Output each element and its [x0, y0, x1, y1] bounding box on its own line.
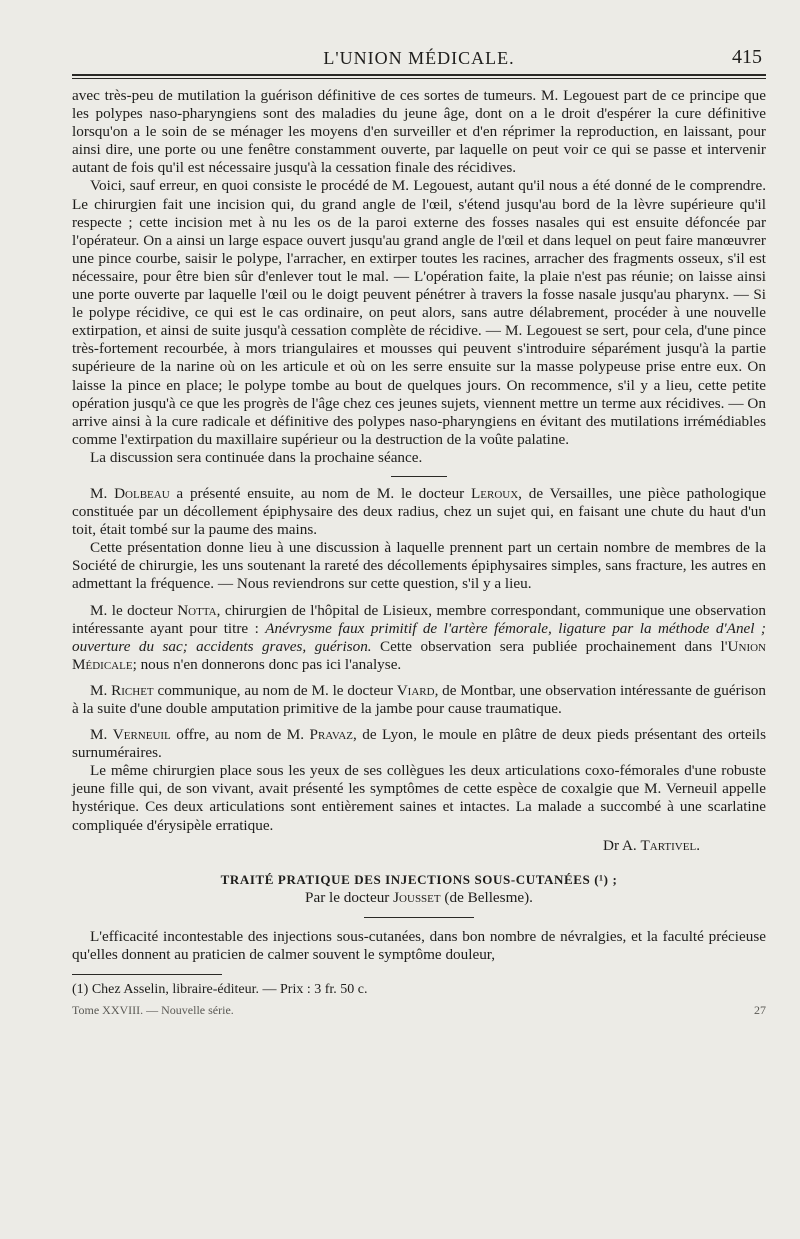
paragraph-discussion: Cette présentation donne lieu à une discussion à laquelle prennent part un certain nombre de membres de la Société de chirurgie, les uns soutenant la rareté des décollements épiphysaires simples, sans fracture, les autres en admettant la fréquence. — Nous reviendrons sur cette question, s'il y a lieu.	[72, 539, 766, 593]
author-name: Jousset	[393, 888, 441, 906]
section-title: TRAITÉ PRATIQUE DES INJECTIONS SOUS-CUTANÉES (¹) ;	[220, 871, 618, 887]
volume-footer: Tome XXVIII. — Nouvelle série. 27	[72, 1001, 766, 1019]
paragraph-continuation: avec très-peu de mutilation la guérison définitive de ces sortes de tumeurs. M. Legouest part de ce principe que les polypes naso-pharyngiens sont des maladies du jeune âge, dont on a le droit d'espérer la cure définitive lorsqu'on a le soin de se ménager les moyens d'en surveiller et d'en réprimer la reproduction, en laissant, pour ainsi dire, une porte ou une fenêtre constamment ouverte, par laquelle on peut voir ce qui se passe et intervenir autant de fois qu'il est nécessaire jusqu'à la cessation finale des récidives.	[72, 87, 766, 177]
footnote-mark: (¹) ;	[590, 871, 618, 887]
paragraph-coxalgie: Le même chirurgien place sous les yeux de ses collègues les deux articulations coxo-fémorales d'une robuste jeune fille qui, de son vivant, avait présenté les symptômes de cette espèce de coxalgie que M. Verneuil appelle hystérique. Ces deux articulations sont entièrement saines et intactes. La malade a succombé à une scarlatine compliquée d'érysipèle erratique.	[72, 762, 766, 834]
running-head	[72, 40, 766, 70]
journal-name: Union Médicale	[72, 637, 766, 673]
name-dolbeau: M. Dolbeau	[90, 484, 170, 502]
paragraph-notta: M. le docteur Notta, chirurgien de l'hôpital de Lisieux, membre correspondant, communique une observation intéressante ayant pour titre : Anévrysme faux primitif de l'artère fémorale, ligature par la méthode d'Anel ; ouverture du sac; accidents graves, guérison. Cette observation sera publiée prochainement dans l'Union Médicale; nous n'en donnerons donc pas ici l'analyse.	[72, 601, 766, 673]
name-verneuil: Verneuil	[112, 726, 171, 744]
sheet-number: 27	[754, 1003, 766, 1018]
name-leroux: Leroux	[471, 484, 519, 502]
paragraph-dolbeau: M. Dolbeau a présenté ensuite, au nom de M. le docteur Leroux, de Versailles, une pièce pathologique constituée par un décollement épiphysaire des deux radius, chez un sujet qui, en faisant une chute du haut d'un toit, était tombé sur la paume des mains.	[72, 484, 766, 539]
paragraph-discussion-continued: La discussion sera continuée dans la prochaine séance.	[90, 448, 423, 466]
name-notta: Notta	[177, 601, 217, 619]
paragraph-verneuil: M. Verneuil offre, au nom de M. Pravaz, de Lyon, le moule en plâtre de deux pieds présentant des orteils surnuméraires.	[72, 726, 766, 762]
observation-title: Anévrysme faux primitif de l'artère fémorale, ligature par la méthode d'Anel ; ouverture du sac; accidents graves, guérison.	[72, 619, 766, 655]
signature: Dr A. Tartivel.	[602, 836, 700, 854]
signature-name: Tartivel.	[640, 836, 700, 854]
footnote: (1) Chez Asselin, libraire-éditeur. — Prix : 3 fr. 50 c.	[72, 982, 368, 998]
name-richet: Richet	[111, 681, 154, 699]
paragraph-richet: M. Richet communique, au nom de M. le docteur Viard, de Montbar, une observation intéressante de guérison à la suite d'une double amputation primitive de la jambe pour cause traumatique.	[72, 681, 766, 717]
journal-title: L'UNION MÉDICALE.	[323, 48, 515, 68]
header-rule	[72, 74, 766, 79]
page-number: 415	[732, 46, 762, 68]
section-rule	[364, 917, 474, 918]
paragraph-injections: L'efficacité incontestable des injections sous-cutanées, dans bon nombre de névralgies, et la faculté précieuse qu'elles donnent au praticien de calmer souvent le symptôme douleur,	[72, 927, 766, 964]
name-pravaz: Pravaz	[309, 726, 354, 744]
article-body	[72, 87, 766, 1019]
section-author: Par le docteur Jousset (de Bellesme).	[305, 888, 533, 906]
name-viard: Viard	[396, 681, 435, 699]
paragraph-legouest-procedure: Voici, sauf erreur, en quoi consiste le procédé de M. Legouest, autant qu'il nous a été donné de le comprendre. Le chirurgien fait une incision qui, du grand angle de l'œil, s'étend jusqu'au bord de la lèvre supérieure qu'il respecte ; cette incision met à nu les os de la paroi externe des fosses nasales qui est ensuite défoncée par l'opérateur. On a ainsi un large espace ouvert jusqu'au grand angle de l'œil et dans lequel on peut faire manœuvrer une pince courbe, saisir le polype, l'arracher, en extirper toutes les racines, arracher des fragments osseux, s'il est nécessaire, pour être bien sûr d'enlever tout le mal. — L'opération faite, la plaie n'est pas réunie; on laisse ainsi une porte ouverte par laquelle l'œil ou le doigt peuvent pénétrer à travers la fosse nasale jusqu'au pharynx. — Si le polype récidive, ce qui est le cas ordinaire, on peut alors, sans autre délabrement, procéder à une nouvelle extirpation, et ainsi de suite jusqu'à cessation complète de récidive. — M. Legouest se sert, pour cela, d'une pince très-fortement recourbée, à mors triangulaires et mousses qui peuvent s'introduire séparément jusqu'à la partie supérieure de la narine où on les articule et où on les serre ensuite sur la masse polypeuse prise entre eux. On laisse la pince en place; le polype tombe au bout de quelques jours. On recommence, s'il y a lieu, cette petite opération jusqu'à ce que les progrès de l'âge chez ces jeunes sujets, viennent mettre un terme aux récidives. — On arrive ainsi à la cure radicale et définitive des polypes naso-pharyngiens en évitant des mutilations irrémédiables comme l'extirpation du maxillaire supérieur ou la destruction de la voûte palatine.	[72, 177, 766, 448]
section-separator	[391, 476, 447, 477]
footnote-rule	[72, 974, 222, 975]
